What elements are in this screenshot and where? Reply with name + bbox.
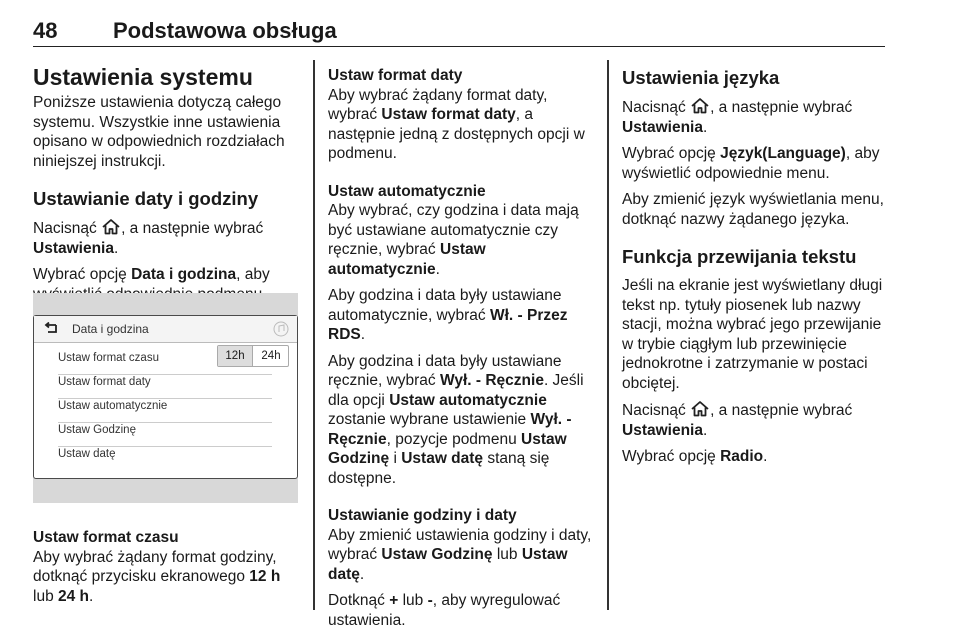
home-icon: [690, 97, 710, 114]
menu-row-set-time[interactable]: Ustaw Godzinę: [58, 424, 272, 447]
music-note-icon: [273, 321, 289, 337]
choose-date-paragraph: Wybrać opcję Data i godzina, aby: [33, 266, 270, 283]
screen-title: Data i godzina: [72, 322, 149, 336]
menu-row-date-format[interactable]: Ustaw format daty: [58, 376, 272, 399]
heading-language: Ustawienia języka: [622, 67, 780, 88]
lang-change-paragraph: Aby zmienić język wyświetlania menu, dotknąć nazwy żądanego języka.: [622, 191, 884, 228]
radio-paragraph: Wybrać opcję Radio.: [622, 448, 768, 465]
heading-date-time: Ustawianie daty i godziny: [33, 188, 259, 209]
scroll-press-paragraph: Nacisnąć , a następnie wybrać Ustawienia.: [622, 402, 853, 439]
column-3: [622, 58, 890, 474]
12h-button[interactable]: 12h: [218, 346, 253, 366]
date-format-paragraph: Aby wybrać żądany format daty, wybrać Ustaw format daty, a następnie jedną z dostępnych opcji w podmenu.: [328, 86, 585, 162]
time-format-toggle[interactable]: [217, 345, 289, 367]
screenshot-date-time-menu: [33, 293, 298, 503]
home-icon: [101, 218, 121, 235]
24h-button[interactable]: 24h: [261, 350, 281, 362]
heading-date-format: Ustaw format daty: [328, 67, 463, 84]
time-format-paragraph: Aby wybrać żądany format godziny, dotknąć przycisku ekranowego 12 h lub 24 h.: [33, 548, 281, 605]
menu-row-set-date[interactable]: Ustaw datę: [58, 448, 116, 460]
heading-set-time-date: Ustawianie godziny i daty: [328, 507, 517, 524]
screen-titlebar: [34, 316, 297, 343]
auto-paragraph: Aby wybrać, czy godzina i data mają być ustawiane automatycznie czy ręcznie, wybrać Ustaw automatycznie.: [328, 202, 579, 278]
auto-rds-paragraph: Aby godzina i data były ustawiane automatycznie, wybrać Wł. - Przez RDS.: [328, 287, 568, 343]
home-icon: [690, 400, 710, 417]
scroll-paragraph: Jeśli na ekranie jest wyświetlany długi tekst np. tytuły piosenek lub nazwy stacji, można wybrać jego przewijanie w trybie ciągłym lub przewinięcie jednokrotne i zatrzymanie w postaci obciętej.: [622, 277, 883, 392]
menu-row-time-format[interactable]: Ustaw format czasu: [58, 352, 272, 375]
page-header: [33, 8, 885, 47]
heading-time-format: Ustaw format czasu: [33, 529, 179, 546]
intro-paragraph: Poniższe ustawienia dotyczą całego systemu. Wszystkie inne ustawienia opisano w odpowiednich rozdziałach niniejszej instrukcji.: [33, 94, 285, 170]
column-2: [328, 66, 598, 637]
screen-frame: [33, 315, 298, 479]
column-1-bottom: [33, 528, 301, 613]
back-arrow-icon[interactable]: [43, 322, 59, 336]
column-1: [33, 58, 301, 311]
menu-row-auto[interactable]: Ustaw automatycznie: [58, 400, 272, 423]
heading-system-settings: Ustawienia systemu: [33, 64, 253, 90]
adjust-paragraph: Dotknąć + lub -, aby wyregulować ustawienia.: [328, 592, 561, 629]
press-home-paragraph: Nacisnąć , a następnie wybrać Ustawienia.: [33, 220, 264, 257]
page-number: 48: [33, 18, 58, 43]
heading-auto: Ustaw automatycznie: [328, 182, 486, 200]
lang-press-paragraph: Nacisnąć , a następnie wybrać Ustawienia.: [622, 99, 853, 136]
set-time-date-paragraph: Aby zmienić ustawienia godziny i daty, wybrać Ustaw Godzinę lub Ustaw datę.: [328, 526, 592, 583]
section-title: Podstawowa obsługa: [113, 18, 337, 43]
column-divider: [313, 60, 315, 610]
manual-paragraph: Aby godzina i data były ustawiane ręcznie, wybrać Wył. - Ręcznie. Jeśli dla opcji Ustaw automatycznie zostanie wybrane ustawienie Wył. - Ręcznie, pozycje podmenu Ustaw Godzinę i Ustaw datę staną się dostępne.: [328, 352, 584, 487]
lang-choose-paragraph: Wybrać opcję Język(Language), aby wyświetlić odpowiednie menu.: [622, 145, 880, 182]
heading-scroll-text: Funkcja przewijania tekstu: [622, 246, 857, 267]
column-divider: [607, 60, 609, 610]
